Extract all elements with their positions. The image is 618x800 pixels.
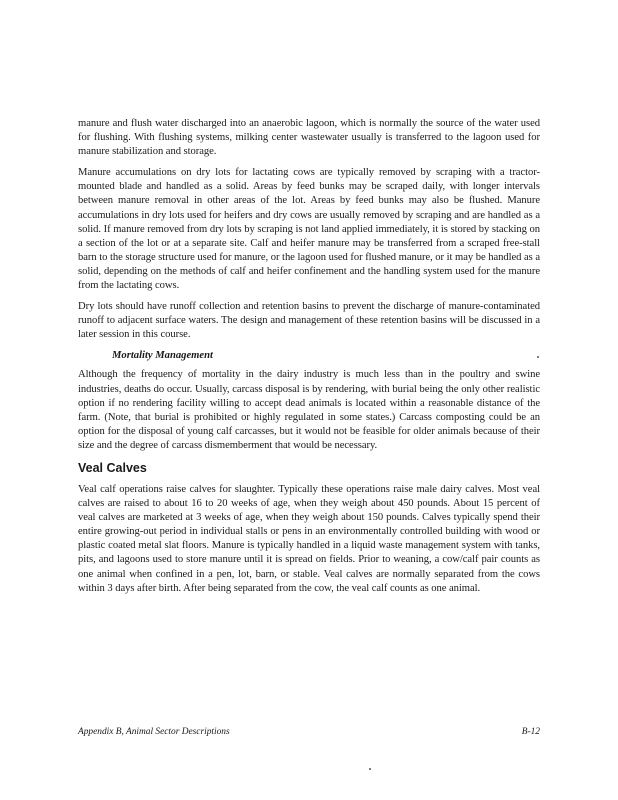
body-paragraph-1: manure and flush water discharged into an anaerobic lagoon, which is normally the source of the water used for flushing. With flushing systems, milking center wastewater usually is transferred to the lagoon used for manure stabilization and storage. [78, 118, 540, 158]
scan-speck [369, 768, 371, 770]
footer-title: Appendix B, Animal Sector Descriptions [78, 727, 230, 737]
body-paragraph-3: Dry lots should have runoff collection and retention basins to prevent the discharge of manure-contaminated runoff to adjacent surface waters. The design and management of these retention basins will be discussed in a later session in this course. [78, 301, 540, 341]
page-number: B-12 [521, 727, 540, 737]
scan-speck [537, 356, 539, 358]
veal-calves-paragraph: Veal calf operations raise calves for slaughter. Typically these operations raise male dairy calves. Most veal calves are raised to about 16 to 20 weeks of age, when they weigh about 450 pounds. About 15 percent of veal calves are marketed at 3 weeks of age, when they weigh about 150 pounds. Calves typically spend their entire growing-out period in individual stalls or pens in an environmentally controlled building with wood or plastic coated metal slat floors. Manure is typically handled in a liquid waste management system with tanks, pits, and lagoons used to store manure until it is spread on fields. Prior to weaning, a cow/calf pair counts as one animal when confined in a pen, lot, barn, or stable. Veal calves are normally separated from the cows within 3 days after birth. After being separated from the cow, the veal calf counts as one animal. [78, 483, 540, 594]
mortality-management-heading: Mortality Management [112, 350, 213, 362]
veal-calves-heading: Veal Calves [78, 460, 147, 475]
page-footer [78, 727, 540, 737]
document-body [78, 117, 540, 603]
body-paragraph-2: Manure accumulations on dry lots for lactating cows are typically removed by scraping with a tractor-mounted blade and handled as a solid. Areas by feed bunks may be scraped daily, with longer intervals between manure removal in other areas of the lot. Areas by feed bunks may also be flushed. Manure accumulations in dry lots used for heifers and dry cows are usually removed by scraping and are handled as a solid. If manure removed from dry lots by scraping is not land applied immediately, it is stored by stacking on a section of the lot or at a separate site. Calf and heifer manure may be transferred from a scraped free-stall barn to the storage structure used for manure, or the lagoon used for flushed manure, or it may be handled as a solid, depending on the methods of calf and heifer confinement and the handling system used for the manure from the lactating cows. [78, 167, 540, 292]
mortality-paragraph: Although the frequency of mortality in the dairy industry is much less than in the poultry and swine industries, deaths do occur. Usually, carcass disposal is by rendering, with burial being the only other realistic option if no rendering facility willing to accept dead animals is located within a reasonable distance of the farm. (Note, that burial is prohibited or highly regulated in some states.) Carcass composting could be an option for the disposal of young calf carcasses, but it would not be feasible for older animals because of their size and the degree of carcass dismemberment that would be necessary. [78, 369, 540, 451]
